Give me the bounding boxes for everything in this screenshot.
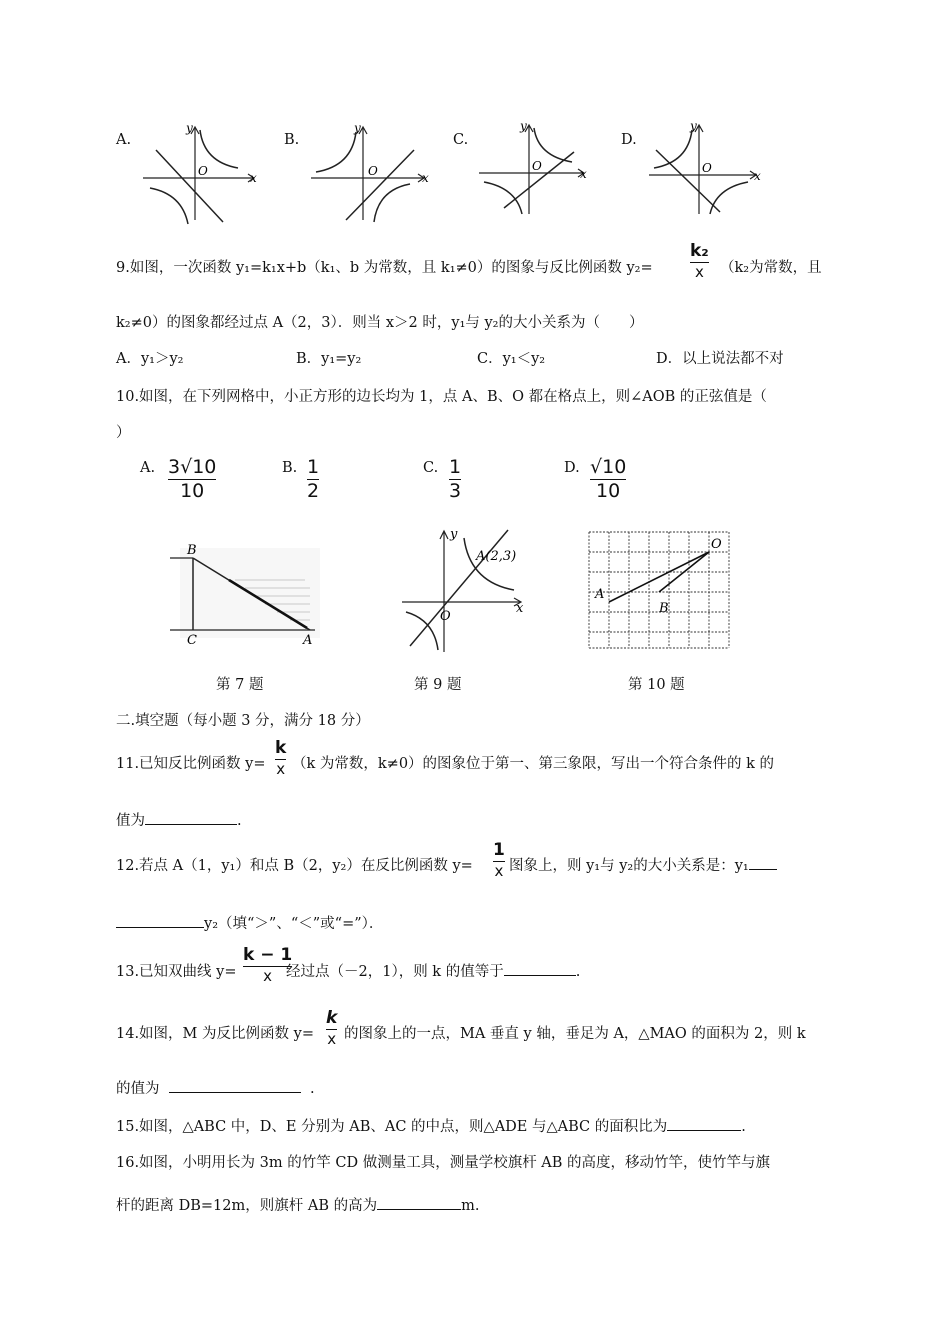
figure-7 — [165, 538, 325, 650]
q12-fraction: 1 x — [493, 840, 505, 880]
svg-text:x: x — [516, 601, 524, 616]
svg-text:B: B — [659, 601, 669, 616]
q10-option-b-fraction: 1 2 — [307, 456, 320, 502]
q13-answer-blank[interactable] — [504, 961, 576, 976]
svg-text:B: B — [187, 543, 197, 558]
q12-answer-blank-a[interactable] — [749, 855, 777, 870]
svg-text:O: O — [440, 609, 451, 624]
q8-option-c-graph — [474, 118, 594, 218]
q10-text-a: 10.如图，在下列网格中，小正方形的边长均为 1，点 A、B、O 都在格点上，则∠AOB 的正弦值是（ — [116, 389, 767, 405]
q10-option-c-label: C. — [423, 460, 439, 476]
q16-text-b: 杆的距离 DB=12m，则旗杆 AB 的高为 m. — [116, 1194, 479, 1215]
q9-option-d: D．以上说法都不对 — [656, 351, 784, 367]
q14-text-c: 的值为 . — [116, 1077, 315, 1098]
svg-text:C: C — [187, 633, 197, 648]
q13-text-b: 经过点（－2，1），则 k 的值等于 . — [286, 960, 580, 981]
q13-text-a: 13.已知双曲线 y= — [116, 964, 237, 980]
figure-10-caption: 第 10 题 — [628, 677, 685, 693]
q8-option-c-label: C. — [453, 132, 469, 148]
q10-text-b: ） — [116, 425, 131, 441]
q12-answer-blank-b[interactable] — [116, 913, 204, 928]
q11-text-c: 值为 . — [116, 809, 242, 830]
q12-text-c: y₂（填“＞”、“＜”或“=”）． — [116, 912, 383, 933]
svg-text:y: y — [690, 119, 697, 133]
q14-fraction: k x — [326, 1008, 338, 1048]
q9-option-a: A．y₁＞y₂ — [116, 351, 184, 367]
q8-option-b-label: B. — [284, 132, 300, 148]
q9-text-c: k₂≠0）的图象都经过点 A（2，3）．则当 x＞2 时，y₁与 y₂的大小关系为（ ） — [116, 315, 644, 331]
q9-text-a: 9.如图，一次函数 y₁=k₁x+b（k₁、b 为常数，且 k₁≠0）的图象与反比例函数 y₂= — [116, 260, 653, 276]
svg-text:O: O — [702, 161, 712, 175]
svg-text:A: A — [303, 633, 313, 648]
section-2-heading: 二.填空题（每小题 3 分，满分 18 分） — [116, 713, 370, 729]
q8-option-b-graph — [306, 120, 436, 225]
q8-option-d-label: D. — [621, 132, 637, 148]
q15-answer-blank[interactable] — [667, 1116, 741, 1131]
q10-option-a-fraction: 3√10 10 — [168, 456, 217, 502]
q12-text-b: 图象上，则 y₁与 y₂的大小关系是：y₁ — [509, 854, 777, 875]
q11-answer-blank[interactable] — [145, 810, 237, 825]
q16-answer-blank[interactable] — [377, 1195, 461, 1210]
q10-option-d-label: D. — [564, 460, 580, 476]
q10-option-c-fraction: 1 3 — [449, 456, 462, 502]
svg-text:O: O — [532, 159, 542, 173]
q14-answer-blank[interactable] — [169, 1078, 301, 1093]
svg-text:x: x — [250, 171, 257, 185]
q9-fraction: k₂ x — [690, 241, 709, 281]
figure-9-caption: 第 9 题 — [414, 677, 462, 693]
svg-text:y: y — [450, 527, 458, 542]
svg-text:O: O — [711, 537, 722, 552]
q8-option-a-label: A. — [116, 132, 132, 148]
figure-10 — [587, 530, 735, 652]
svg-text:y: y — [186, 121, 193, 135]
svg-text:x: x — [754, 169, 761, 183]
q14-text-a: 14.如图，M 为反比例函数 y= — [116, 1026, 314, 1042]
svg-text:O: O — [198, 164, 208, 178]
figure-7-caption: 第 7 题 — [216, 677, 264, 693]
q12-text-a: 12.若点 A（1，y₁）和点 B（2，y₂）在反比例函数 y= — [116, 858, 473, 874]
q11-text-a: 11.已知反比例函数 y= — [116, 756, 266, 772]
svg-text:x: x — [580, 167, 587, 181]
svg-text:O: O — [368, 164, 378, 178]
svg-text:y: y — [520, 119, 527, 133]
svg-text:y: y — [354, 121, 361, 135]
q8-option-d-graph — [644, 118, 769, 218]
q14-text-b: 的图象上的一点，MA 垂直 y 轴，垂足为 A，△MAO 的面积为 2，则 k — [344, 1026, 806, 1042]
q11-text-b: （k 为常数，k≠0）的图象位于第一、第三象限，写出一个符合条件的 k 的 — [292, 756, 775, 772]
q9-option-b: B．y₁=y₂ — [296, 351, 362, 367]
q10-option-b-label: B. — [282, 460, 298, 476]
q16-text-a: 16.如图，小明用长为 3m 的竹竿 CD 做测量工具，测量学校旗杆 AB 的高度，移动竹竿，使竹竿与旗 — [116, 1155, 771, 1171]
svg-text:A(2,3): A(2,3) — [476, 549, 517, 564]
svg-text:A: A — [595, 587, 605, 602]
q9-option-c: C．y₁＜y₂ — [477, 351, 546, 367]
q9-text-b: （k₂为常数，且 — [720, 260, 822, 276]
q10-option-d-fraction: √10 10 — [590, 456, 627, 502]
figure-9 — [398, 524, 533, 656]
q10-option-a-label: A. — [140, 460, 156, 476]
svg-text:x: x — [422, 171, 429, 185]
q8-option-a-graph — [138, 120, 263, 225]
q13-fraction: k − 1 x — [243, 945, 293, 985]
q11-fraction: k x — [275, 738, 287, 778]
q15-text: 15.如图，△ABC 中，D、E 分别为 AB、AC 的中点，则△ADE 与△ABC 的面积比为 . — [116, 1115, 746, 1136]
